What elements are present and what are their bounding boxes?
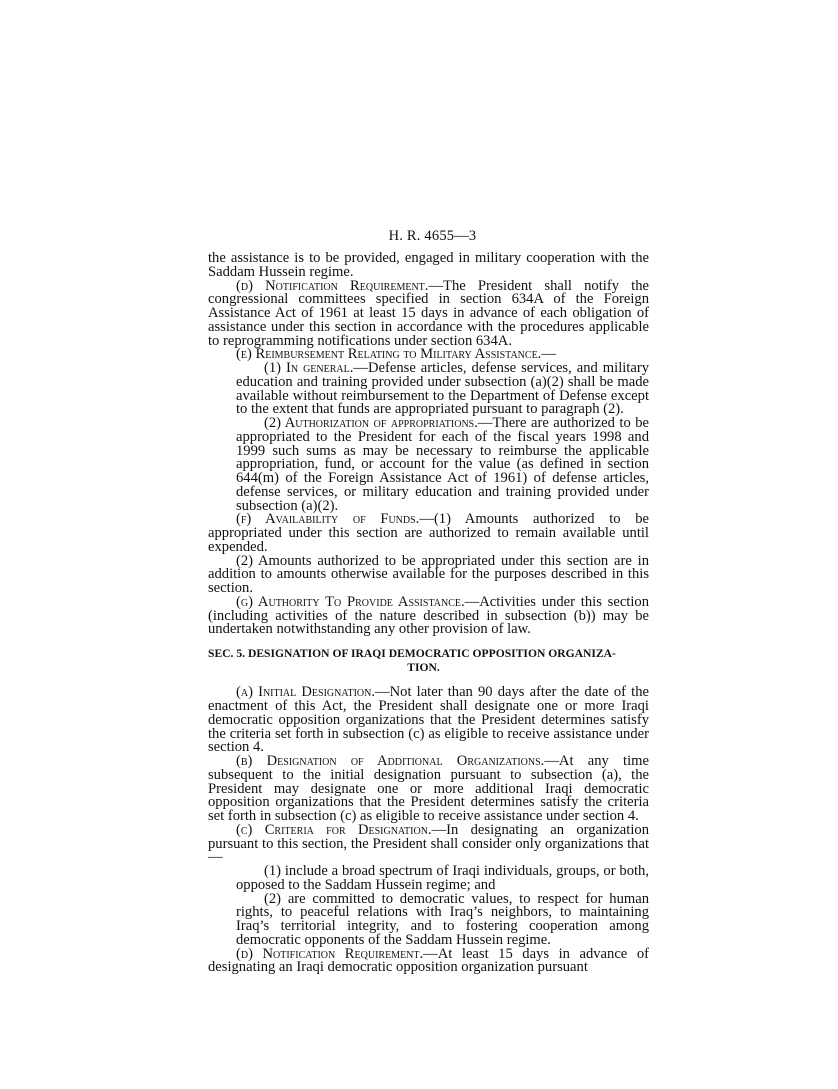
- paragraph-e2-authorization: (2) Authorization of appropriations.—There are authorized to be appropriated to the President for each of the fiscal years 1998 and 1999 such sums as may be necessary to reimburse the applicable appropriation, fund, or account for the value (as defined in section 644(m) of the Foreign Assistance Act of 1961) of defense articles, defense services, or military education and training provided under subsection (a)(2).: [236, 415, 649, 514]
- paragraph-heading: (g) Authority To Provide Assistance.: [236, 593, 465, 610]
- paragraph-e1-in-general: (1) In general.—Defense articles, defense services, and military education and training provided under subsection (a)(2) shall be made available without reimbursement to the Department of Defense except to the extent that funds are appropriated pursuant to paragraph (2).: [236, 360, 649, 418]
- paragraph-heading: (d) Notification Requirement.: [236, 945, 424, 962]
- body-text: [208, 252, 649, 975]
- paragraph-g-authority: (g) Authority To Provide Assistance.—Activities under this section (including activities of the nature described in subsection (b)) may be undertaken notwithstanding any other provision of law.: [208, 593, 650, 638]
- paragraph-d-notification: (d) Notification Requirement.—The President shall notify the congressional committees specified in section 634A of the Foreign Assistance Act of 1961 at least 15 days in advance of each obligation of assistance under this section in accordance with the procedures applicable to reprogramming notifications under section 634A.: [208, 277, 649, 349]
- section-heading: [208, 647, 649, 674]
- section-heading-line1: SEC. 5. DESIGNATION OF IRAQI DEMOCRATIC OPPOSITION ORGANIZA-: [208, 647, 616, 660]
- paragraph-heading: (2) Authorization of appropriations.: [264, 415, 478, 431]
- page-header: H. R. 4655—3: [388, 228, 477, 244]
- paragraph-c1: (1) include a broad spectrum of Iraqi individuals, groups, or both, opposed to the Saddam Hussein regime; and: [236, 863, 649, 893]
- paragraph-f-availability: (f) Availability of Funds.—(1) Amounts authorized to be appropriated under this section are authorized to remain available until expended.: [208, 511, 649, 555]
- paragraph-c2: (2) are committed to democratic values, to respect for human rights, to peaceful relations with Iraq’s neighbors, to maintaining Iraq’s territorial integrity, and to fostering cooperation among democratic opponents of the Saddam Hussein regime.: [236, 890, 649, 948]
- paragraph-heading: (e) Reimbursement Relating to Military Assistance.: [236, 346, 542, 363]
- paragraph-heading: (1) In general.: [264, 360, 354, 376]
- paragraph-heading: (d) Notification Requirement.: [236, 277, 429, 294]
- paragraph-e-reimbursement: (e) Reimbursement Relating to Military Assistance.—: [236, 346, 556, 363]
- paragraph-heading: (c) Criteria for Designation.: [236, 821, 432, 838]
- paragraph-f2: (2) Amounts authorized to be appropriated under this section are in addition to amounts otherwise available for the purposes described in this section.: [208, 552, 649, 596]
- paragraph-heading: (f) Availability of Funds.: [236, 511, 420, 528]
- paragraph: the assistance is to be provided, engaged in military cooperation with the Saddam Hussein regime.: [208, 250, 649, 280]
- paragraph-b-additional: (b) Designation of Additional Organizations.—At any time subsequent to the initial designation pursuant to subsection (a), the President may designate one or more additional Iraqi democratic opposition organizations that the President determines satisfy the criteria set forth in subsection (c) as eligible to receive assistance under section 4.: [208, 753, 649, 825]
- paragraph-c-criteria: (c) Criteria for Designation.—In designating an organization pursuant to this section, the President shall consider only organizations that—: [208, 821, 649, 866]
- paragraph-heading: (b) Designation of Additional Organizations.: [236, 753, 545, 770]
- section-heading-line2: TION.: [407, 660, 440, 674]
- paragraph-heading: (a) Initial Designation.: [236, 684, 376, 701]
- document-page: [208, 228, 649, 975]
- paragraph-a-initial-designation: (a) Initial Designation.—Not later than 90 days after the date of the enactment of this Act, the President shall designate one or more Iraqi democratic opposition organizations that the President determines satisfy the criteria set forth in subsection (c) as eligible to receive assistance under section 4.: [208, 684, 649, 756]
- paragraph-d-notification-2: (d) Notification Requirement.—At least 15 days in advance of designating an Iraqi democratic opposition organization pursuant: [208, 945, 649, 976]
